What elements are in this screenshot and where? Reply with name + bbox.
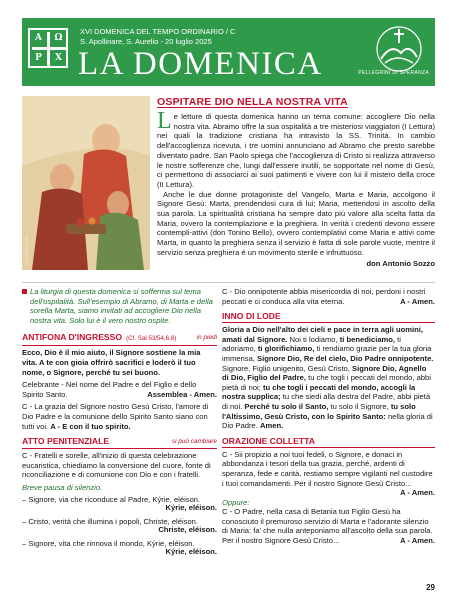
kyrie-response: Kýrie, eléison. (165, 547, 217, 557)
article-author: don Antonio Sozzo (366, 258, 435, 268)
antifona-heading: ANTIFONA D'INGRESSO (Cf. Sal 53/54,6.8) in piedi (22, 332, 217, 346)
gloria-heading: INNO DI LODE (222, 311, 435, 323)
penitential-heading: ATTO PENITENZIALE si può cambiare (22, 436, 217, 449)
kyrie-response: Kýrie, eléison. (165, 503, 217, 513)
collect-alternative-response: A - Amen. (400, 536, 435, 546)
masthead-subtitle (80, 27, 235, 47)
penitential-invitation: C - Fratelli e sorelle, all'inizio di questa celebrazione eucaristica, chiediamo la conversione del cuore, fonte di riconciliazione e di comunione con Dio e con i fratelli. (22, 451, 211, 480)
assembly-response: Assemblea - Amen. (147, 389, 217, 399)
dropcap: L (157, 108, 172, 134)
article-body (157, 108, 435, 268)
logo-letter: Ω (54, 33, 63, 43)
opening-sign-of-cross: Celebrante - Nel nome del Padre e del Figlio e dello Spirito Santo. Assemblea - Amen. (22, 380, 217, 399)
article-paragraph-text: e letture di questa domenica hanno un tema comune: accogliere Dio nella nostra vita. Abramo offre la sua ospitalità a tre misteriosi viaggiatori (I Lettura) nei quali la tradizione cristiana ha intravisto la SS. Trinità. In cambio dell'accoglienza ricevuta, i tre uomini annunciano ad Abramo che presto sarebbe diventato padre. San Paolo spiega che l'accoglienza di Cristo si realizza attraverso le nostre sofferenze che, lungi dall'essere inutili, se sopportate nel nome di Gesù, ci permettono di associarci ai suoi patimenti e vivere con lui il mistero della croce (II Lettura). (157, 112, 435, 189)
absolution-response: A - Amen. (400, 296, 435, 306)
masthead-title: LA DOMENICA (78, 46, 323, 82)
masthead (22, 18, 435, 86)
alternative-label: Oppure: (222, 497, 250, 507)
left-column (22, 287, 217, 561)
logo-letter: P (35, 53, 42, 63)
article-paragraph (157, 108, 435, 190)
jubilee-logo-label: PELLEGRINI DI SPERANZA (358, 70, 429, 76)
kyrie-invocation: – Signore, via che riconduce al Padre, Kýrie, eléison. Kýrie, eléison. (22, 494, 217, 513)
collect-heading: ORAZIONE COLLETTA (222, 436, 435, 448)
collect-response: A - Amen. (400, 488, 435, 498)
collect-prayer: C - Sii propizio a noi tuoi fedeli, o Signore, e donaci in abbondanza i tesori della tua grazia, perché, ardenti di speranza, fede e carità, restiamo sempre vigilanti nel custodire i tuoi comandamenti. Per il nostro Signore Gesù Cristo... A - Amen. (222, 449, 435, 498)
gospel-illustration (22, 96, 150, 270)
logo-letter: X (55, 53, 62, 63)
liturgy-intro-note: La liturgia di questa domenica si sofferma sul tema dell'ospitalità. Sull'esempio di Abramo, di Marta e della sorella Marta, siamo invitati ad accogliere Dio nella nostra vita. Solo lui è il vero nostro ospite. (22, 287, 217, 325)
collect-prayer-alternative: C - O Padre, nella casa di Betania tuo Figlio Gesù ha conosciuto il premuroso servizio di Marta e l'adorante silenzio di Maria: fa' che nulla anteponiamo all'ascolto della sua parola. Per il nostro Signore Gesù Cristo... A - Amen. (222, 507, 435, 546)
christe-response: Christe, eléison. (158, 525, 217, 535)
greeting-response: A - E con il tuo spirito. (50, 421, 131, 431)
bullet-square-icon (22, 289, 27, 294)
absolution: C - Dio onnipotente abbia misericordia di noi, perdoni i nostri peccati e ci conduca alla vita eterna. A - Amen. (222, 287, 435, 306)
alpha-omega-cross-icon (28, 28, 68, 68)
article-paragraph-text: Anche le due donne protagoniste del Vangelo, Marta e Maria, accolgono il Signore Gesù: Marta, prendendosi cura di lui; Maria, mettendosi in ascolto della sua parola. La spiritualità cristiana ha sempre dato più valore alla scelta fatta da Maria, ovvero la contemplazione e la preghiera. In verità i credenti devono essere contempli-attivi (don Tonino Bello), ovvero contemplativi come Maria e attivi come Marta, in quanto la preghiera senza il servizio è fatta di sole parole vuote, mentre il servizio senza preghiera è un movimento sterile e infruttuoso. (157, 189, 435, 257)
antifona-reference: (Cf. Sal 53/54,6.8) (126, 335, 177, 343)
saints-and-date: S. Apollinare, S. Aurelio - 20 luglio 2025 (80, 37, 212, 46)
article-paragraph (157, 189, 435, 268)
logo-letter: A (35, 33, 42, 43)
christe-invocation: – Cristo, verità che illumina i popoli, Christe, eléison. Christe, eléison. (22, 516, 217, 535)
gloria-amen: Amen. (260, 421, 284, 431)
article-title: OSPITARE DIO NELLA NOSTRA VITA (157, 96, 348, 108)
kyrie-invocation: – Signore, vita che rinnova il mondo, Kýrie, eléison. Kýrie, eléison. (22, 538, 217, 557)
section-divider (22, 282, 435, 283)
silence-hint: Breve pausa di silenzio. (22, 482, 103, 492)
greeting: C - La grazia del Signore nostro Gesù Cristo, l'amore di Dio Padre e la comunione dello Spirito Santo siano con tutti voi. A - E con il tuo spirito. (22, 402, 209, 431)
right-column (222, 287, 435, 549)
penitential-note: si può cambiare (171, 438, 217, 446)
page-number: 29 (426, 583, 435, 592)
illustration-credit: G. TREVISANI (24, 236, 29, 266)
martha-mary-painting-icon (22, 96, 150, 270)
gloria-text: Gloria a Dio nell'alto dei cieli e pace in terra agli uomini, amati dal Signore. Noi ti lodiamo, ti benediciamo, ti adoriamo, ti glorifichiamo, ti rendiamo grazie per la tua gloria immensa, Signore Dio, Re del cielo, Dio Padre onnipotente. Signore, Figlio unigenito, Gesù Cristo, Signore Dio, Agnello di Dio, Figlio del Padre, tu che togli i peccati del mondo, abbi pietà di noi; tu che togli i peccati del mondo, accogli la nostra supplica; tu che siedi alla destra del Padre, abbi pietà di noi. Perché tu solo il Santo, tu solo il Signore, tu solo l'Altissimo, Gesù Cristo, con lo Spirito Santo: nella gloria di Dio Padre. Amen. (222, 325, 434, 431)
antifona-text: Ecco, Dio è il mio aiuto, il Signore sostiene la mia vita. A te con gioia offrirò sacrifici e loderò il tuo nome, o Signore, perché tu sei buono. (22, 348, 201, 377)
antifona-posture: in piedi (196, 334, 217, 342)
liturgical-sunday: XVI DOMENICA DEL TEMPO ORDINARIO / C (80, 27, 236, 36)
